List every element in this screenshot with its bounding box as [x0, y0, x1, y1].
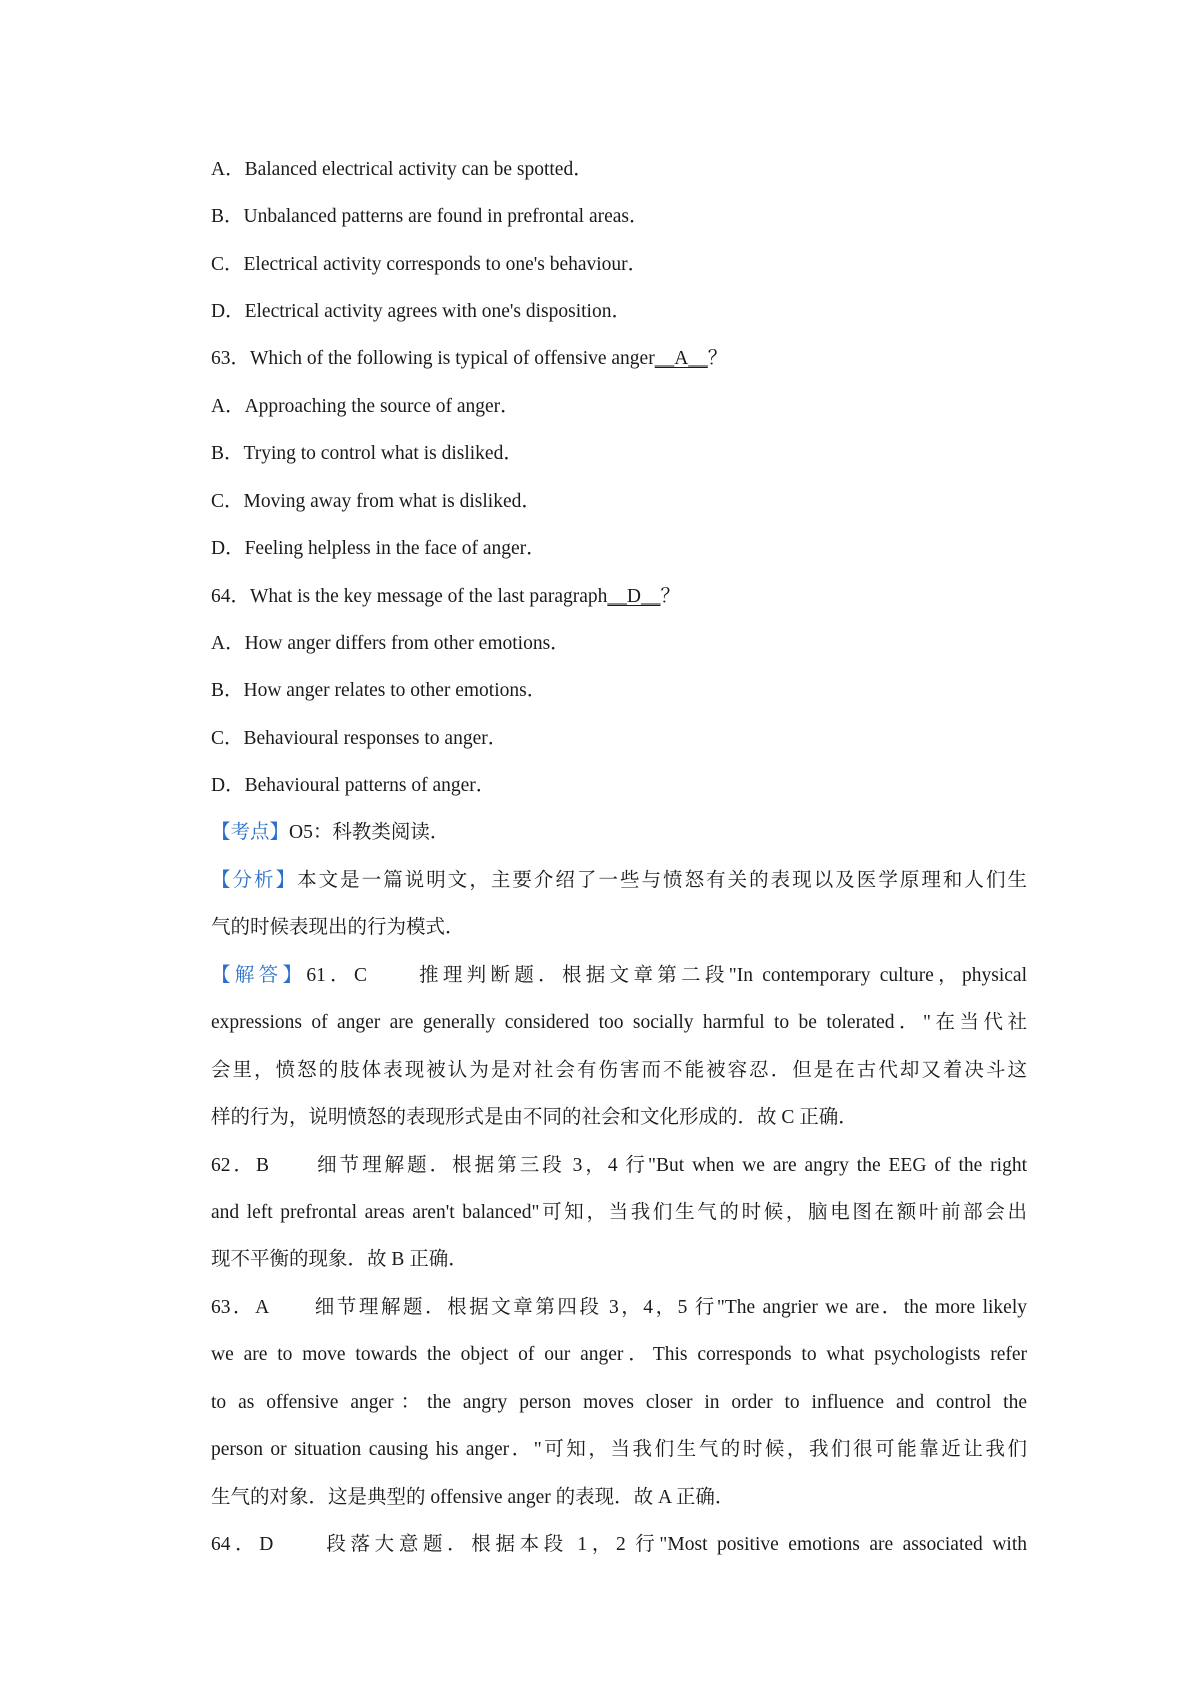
answer-61-line-1: 61．C 推理判断题．根据文章第二段"In contemporary culture，physical: [306, 965, 1027, 986]
q63-option-a: A．Approaching the source of anger．: [211, 396, 520, 417]
kaodian-tag: 【考点】: [211, 822, 290, 843]
q63-end: ？: [707, 348, 728, 369]
q62-option-a: A．Balanced electrical activity can be spotted．: [211, 159, 593, 180]
answer-63-line-1: 63．A 细节理解题．根据文章第四段 3，4，5 行"The angrier we are．the more likely: [211, 1297, 1027, 1318]
answer-62-line-1: 62．B 细节理解题．根据第三段 3，4 行"But when we are angry the EEG of the right: [211, 1155, 1027, 1176]
q63-option-b: B．Trying to control what is disliked．: [211, 443, 523, 464]
q62-option-c: C．Electrical activity corresponds to one's behaviour．: [211, 254, 648, 275]
answer-63-line-2: we are to move towards the object of our anger．This corresponds to what psychologists refer: [211, 1344, 1027, 1365]
fenxi-line-1: 本文是一篇说明文，主要介绍了一些与愤怒有关的表现以及医学原理和人们生: [297, 870, 1027, 891]
q64-option-b: B．How anger relates to other emotions．: [211, 680, 547, 701]
answer-63-line-5: 生气的对象．这是典型的 offensive anger 的表现．故 A 正确．: [211, 1487, 735, 1508]
q64-option-d: D．Behavioural patterns of anger．: [211, 775, 496, 796]
answer-61-line-3: 会里，愤怒的肢体表现被认为是对社会有伤害而不能被容忍．但是在古代却又着决斗这: [211, 1060, 1027, 1081]
q64-end: ？: [660, 586, 680, 607]
answer-63-line-3: to as offensive anger：the angry person moves closer in order to influence and control the: [211, 1392, 1027, 1413]
q62-option-b: B．Unbalanced patterns are found in prefrontal areas．: [211, 206, 649, 227]
fenxi-line-2: 气的时候表现出的行为模式．: [211, 917, 465, 938]
jieda-tag: 【解答】: [211, 965, 307, 986]
kaodian-text: O5：科教类阅读．: [289, 822, 450, 843]
answer-61-line-4: 样的行为，说明愤怒的表现形式是由不同的社会和文化形成的．故 C 正确．: [211, 1107, 858, 1128]
fenxi-tag: 【分析】: [211, 870, 298, 891]
q62-option-d: D．Electrical activity agrees with one's disposition．: [211, 301, 631, 322]
q63-answer: __A__: [654, 348, 708, 369]
answer-61-line-2: expressions of anger are generally considered too socially harmful to be tolerated．"在当代社: [211, 1012, 1027, 1033]
answer-62-line-2: and left prefrontal areas aren't balanced"可知，当我们生气的时候，脑电图在额叶前部会出: [211, 1202, 1027, 1223]
q64-stem: 64．What is the key message of the last paragraph: [211, 586, 608, 607]
q64-option-c: C．Behavioural responses to anger．: [211, 728, 508, 749]
answer-63-line-4: person or situation causing his anger．"可知，当我们生气的时候，我们很可能靠近让我们: [211, 1439, 1027, 1460]
q64-answer: __D__: [607, 586, 661, 607]
q63-stem: 63．Which of the following is typical of offensive anger: [211, 348, 655, 369]
q64-question: [211, 582, 1027, 612]
jieda-section: [211, 961, 1027, 991]
answer-64-line-1: 64．D 段落大意题．根据本段 1，2 行"Most positive emotions are associated with: [211, 1534, 1027, 1555]
fenxi-section: [211, 866, 1027, 896]
q63-question: [211, 344, 1027, 374]
kaodian-section: [211, 818, 1027, 848]
q63-option-d: D．Feeling helpless in the face of anger．: [211, 538, 546, 559]
q63-option-c: C．Moving away from what is disliked．: [211, 491, 541, 512]
answer-62-line-3: 现不平衡的现象．故 B 正确．: [211, 1249, 468, 1270]
q64-option-a: A．How anger differs from other emotions．: [211, 633, 570, 654]
